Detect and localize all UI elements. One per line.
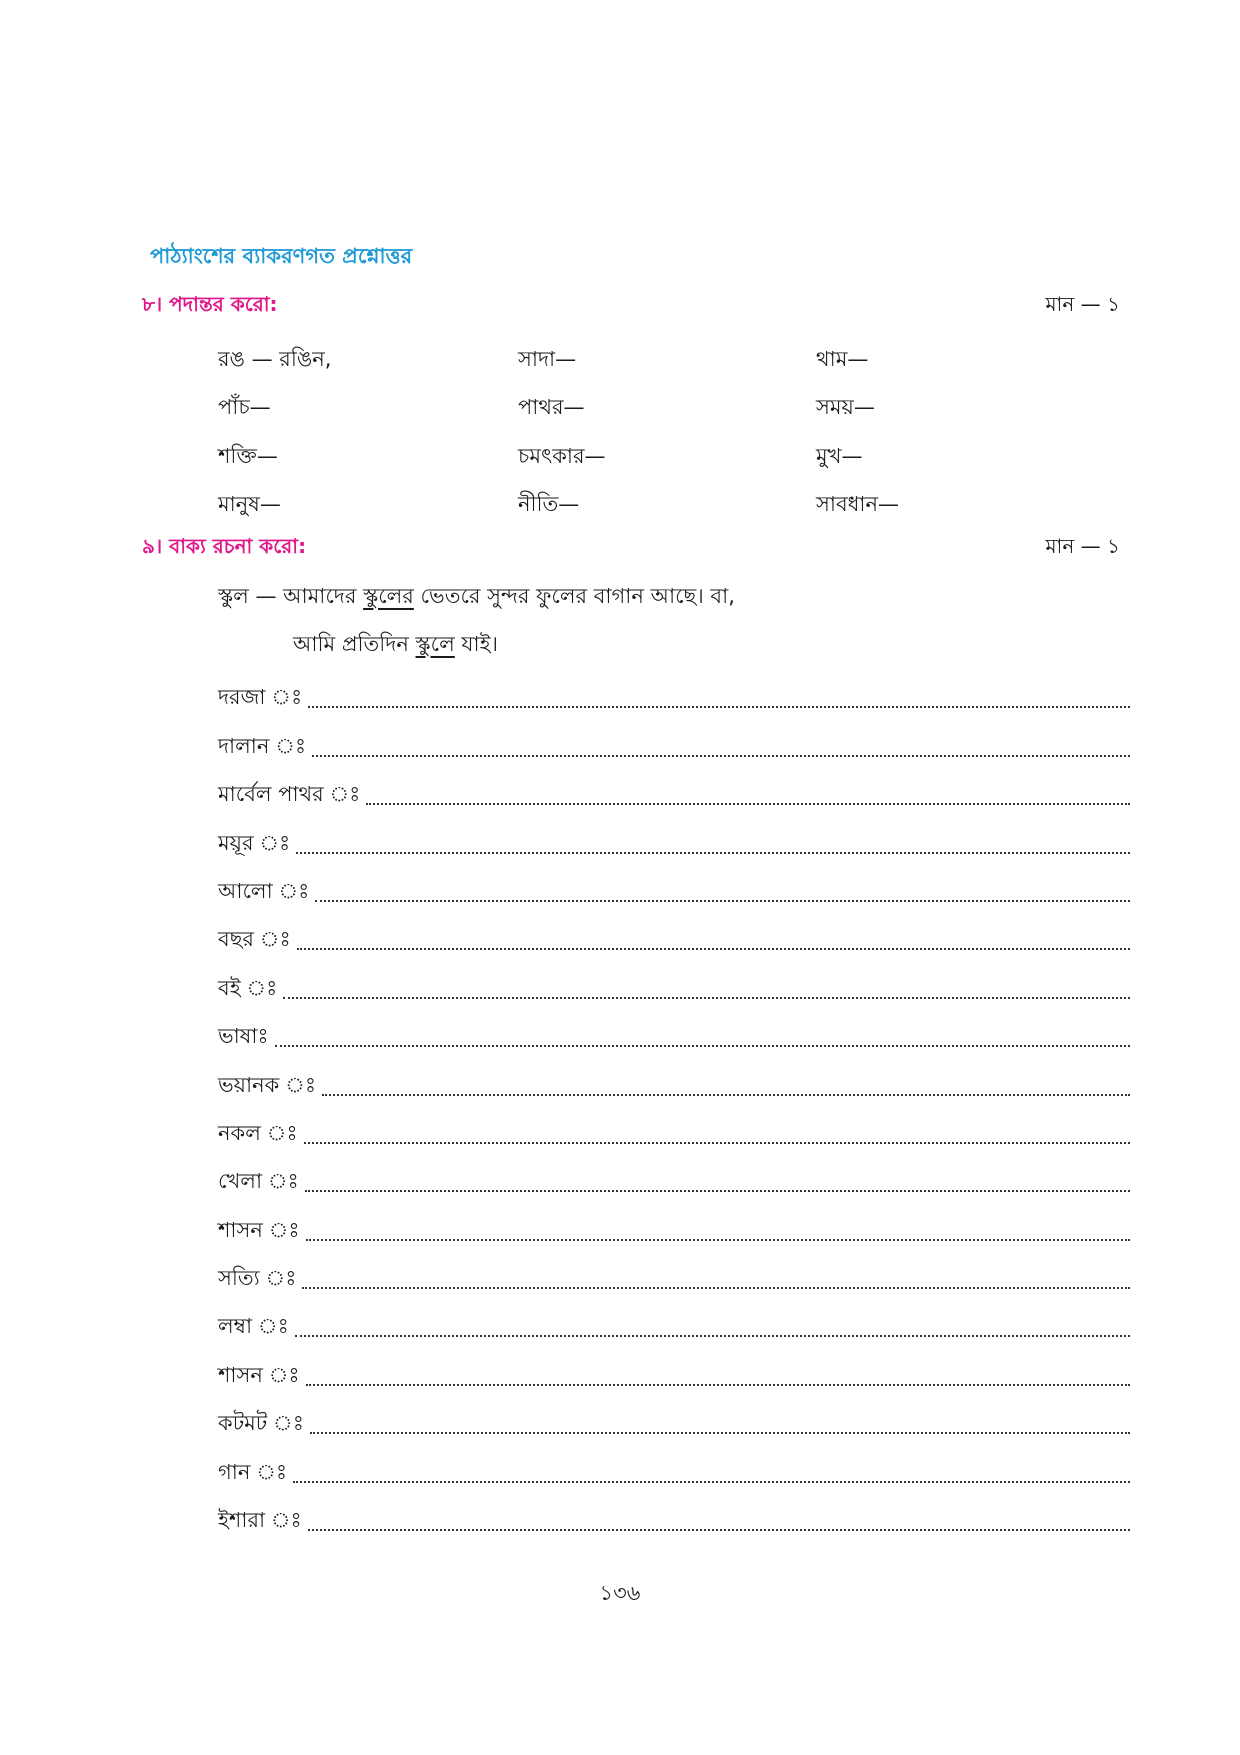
answer-blank[interactable] bbox=[310, 1431, 1130, 1434]
answer-line-label: খেলা ঃ bbox=[218, 1169, 299, 1194]
answer-line-row bbox=[218, 1249, 1130, 1297]
example-underlined-word: স্কুলে bbox=[415, 632, 455, 656]
answer-blank[interactable] bbox=[293, 1480, 1130, 1483]
question-8-marks: মান — ১ bbox=[1045, 292, 1120, 316]
answer-blank[interactable] bbox=[304, 1141, 1130, 1144]
grid-cell: সময়— bbox=[816, 395, 875, 420]
answer-blank[interactable] bbox=[283, 996, 1130, 999]
answer-blank[interactable] bbox=[306, 1238, 1130, 1241]
grid-cell: পাঁচ— bbox=[218, 395, 271, 420]
section-heading: পাঠ্যাংশের ব্যাকরণগত প্রশ্নোত্তর bbox=[150, 244, 413, 268]
answer-line-label: দরজা ঃ bbox=[218, 685, 303, 710]
answer-line-row bbox=[218, 1394, 1130, 1442]
answer-line-label: ভাষাঃ bbox=[218, 1024, 269, 1049]
grid-cell: শক্তি— bbox=[218, 443, 278, 468]
word-conversion-grid bbox=[218, 336, 1018, 530]
answer-blank[interactable] bbox=[305, 1189, 1130, 1192]
answer-line-label: শাসন ঃ bbox=[218, 1362, 300, 1387]
grid-cell: রঙ — রঙিন, bbox=[218, 346, 332, 371]
answer-blank[interactable] bbox=[312, 754, 1130, 757]
question-8-title: ৮। পদান্তর করো: bbox=[142, 292, 278, 316]
grid-cell: চমৎকার— bbox=[518, 443, 606, 468]
answer-line-row bbox=[218, 958, 1130, 1006]
example-underlined-word: স্কুলের bbox=[363, 584, 414, 608]
answer-blank[interactable] bbox=[308, 1528, 1130, 1531]
grid-row bbox=[218, 385, 1018, 434]
answer-line-label: আলো ঃ bbox=[218, 878, 310, 903]
answer-line-row bbox=[218, 1007, 1130, 1055]
answer-line-row bbox=[218, 765, 1130, 813]
answer-line-row bbox=[218, 1104, 1130, 1152]
answer-blank[interactable] bbox=[297, 947, 1130, 950]
answer-line-label: নকল ঃ bbox=[218, 1120, 298, 1145]
answer-line-label: বছর ঃ bbox=[218, 927, 291, 952]
answer-blank[interactable] bbox=[322, 1093, 1130, 1096]
answer-line-row bbox=[218, 813, 1130, 861]
answer-blank[interactable] bbox=[366, 802, 1130, 805]
sentence-answer-lines bbox=[218, 668, 1130, 1539]
grid-cell: নীতি— bbox=[518, 492, 580, 517]
answer-line-label: কটমট ঃ bbox=[218, 1411, 304, 1436]
answer-line-row bbox=[218, 1297, 1130, 1345]
page-number: ১৩৬ bbox=[599, 1581, 641, 1605]
answer-blank[interactable] bbox=[315, 899, 1130, 902]
answer-blank[interactable] bbox=[296, 851, 1130, 854]
answer-line-row bbox=[218, 1491, 1130, 1539]
answer-blank[interactable] bbox=[308, 705, 1130, 708]
grid-row bbox=[218, 336, 1018, 385]
grid-cell: থাম— bbox=[816, 346, 869, 371]
answer-line-label: মার্বেল পাথর ঃ bbox=[218, 782, 361, 807]
grid-row bbox=[218, 433, 1018, 482]
grid-cell: সাদা— bbox=[518, 346, 577, 371]
answer-line-row bbox=[218, 668, 1130, 716]
answer-blank[interactable] bbox=[306, 1383, 1130, 1386]
answer-blank[interactable] bbox=[275, 1044, 1130, 1047]
example-text: আমি প্রতিদিন bbox=[293, 632, 416, 656]
grid-cell: মানুষ— bbox=[218, 492, 281, 517]
answer-line-label: ময়ূর ঃ bbox=[218, 830, 291, 855]
answer-blank[interactable] bbox=[302, 1286, 1130, 1289]
answer-line-label: সত্যি ঃ bbox=[218, 1266, 297, 1291]
example-text: ভেতরে সুন্দর ফুলের বাগান আছে। বা, bbox=[413, 584, 735, 608]
example-text: যাই। bbox=[454, 632, 499, 656]
grid-cell: মুখ— bbox=[816, 443, 863, 468]
answer-line-label: শাসন ঃ bbox=[218, 1217, 300, 1242]
grid-cell: পাথর— bbox=[518, 395, 585, 420]
answer-line-row bbox=[218, 1345, 1130, 1393]
answer-line-row bbox=[218, 1055, 1130, 1103]
answer-line-row bbox=[218, 862, 1130, 910]
grid-row bbox=[218, 482, 1018, 531]
answer-line-row bbox=[218, 910, 1130, 958]
grid-cell: সাবধান— bbox=[816, 492, 900, 517]
answer-line-label: গান ঃ bbox=[218, 1459, 288, 1484]
answer-line-row bbox=[218, 716, 1130, 764]
answer-blank[interactable] bbox=[295, 1334, 1130, 1337]
example-sentence-1 bbox=[218, 580, 735, 615]
question-9-marks: মান — ১ bbox=[1045, 534, 1120, 558]
answer-line-label: ইশারা ঃ bbox=[218, 1508, 302, 1533]
answer-line-row bbox=[218, 1200, 1130, 1248]
answer-line-label: লম্বা ঃ bbox=[218, 1314, 289, 1339]
answer-line-label: বই ঃ bbox=[218, 975, 278, 1000]
example-sentence-2 bbox=[293, 628, 498, 663]
example-text: স্কুল — আমাদের bbox=[218, 584, 364, 608]
answer-line-row bbox=[218, 1442, 1130, 1490]
answer-line-row bbox=[218, 1152, 1130, 1200]
answer-line-label: ভয়ানক ঃ bbox=[218, 1072, 317, 1097]
question-9-title: ৯। বাক্য রচনা করো: bbox=[142, 534, 307, 558]
answer-line-label: দালান ঃ bbox=[218, 733, 307, 758]
